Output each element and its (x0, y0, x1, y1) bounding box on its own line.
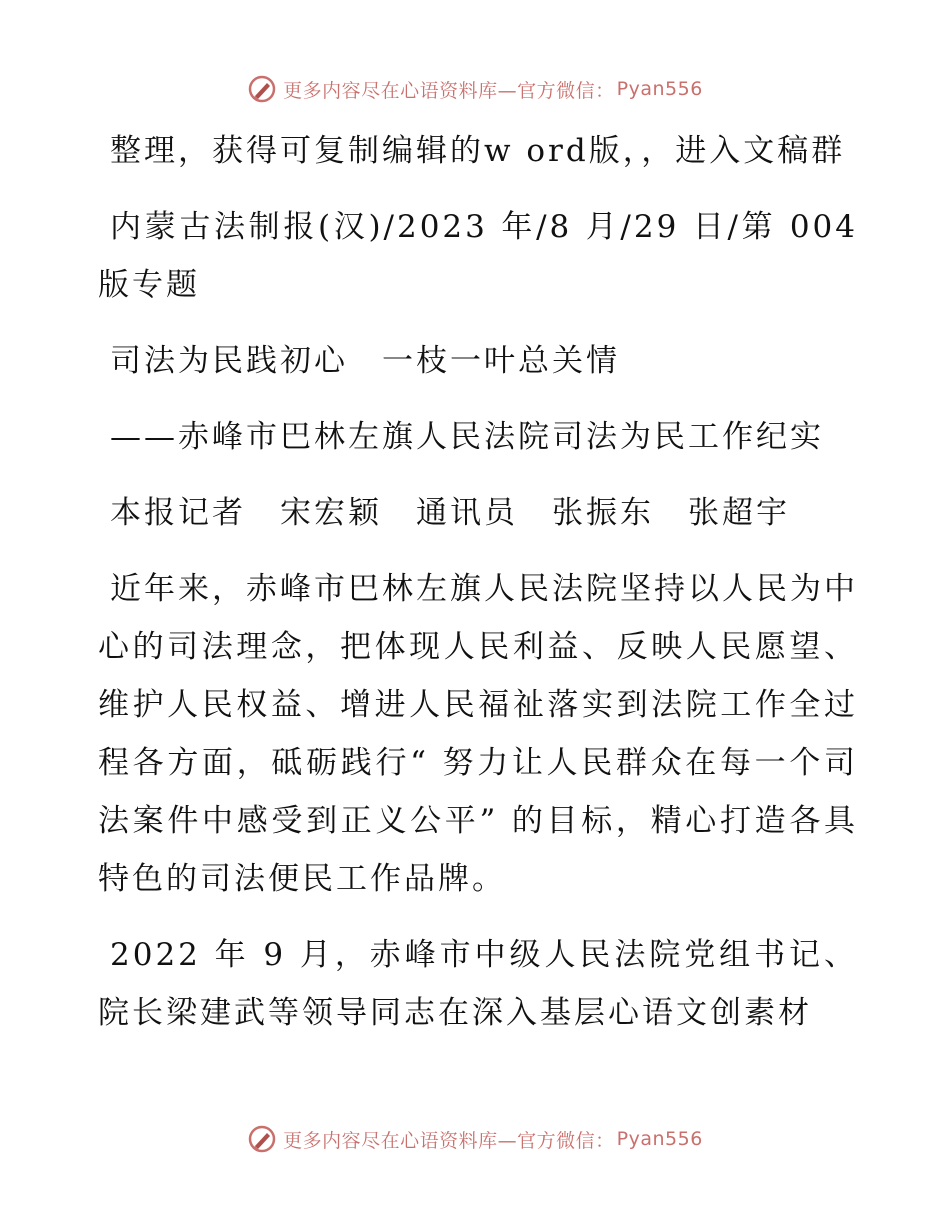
paragraph-body-2: 2022 年 9 月，赤峰市中级人民法院党组书记、院长梁建武等领导同志在深入基层心语文创素材 (98, 937, 858, 1031)
watermark-wechat-id: Pyan556 (616, 78, 703, 100)
article-byline: 本报记者 宋宏颖 通讯员 张振东 张超宇 (110, 495, 790, 531)
article-subtitle: ——赤峰市巴林左旗人民法院司法为民工作纪实 (110, 419, 824, 455)
document-body (98, 122, 858, 1042)
article-title: 司法为民践初心 一枝一叶总关情 (110, 343, 620, 379)
pen-circle-icon (247, 74, 277, 104)
watermark-wechat-id: Pyan556 (616, 1128, 703, 1150)
watermark-text: 更多内容尽在心语资料库—官方微信： (283, 1129, 615, 1152)
pen-circle-icon (247, 1124, 277, 1154)
watermark-footer (0, 1124, 950, 1154)
paragraph-source: 内蒙古法制报(汉)/2023 年/8 月/29 日/第 004 版专题 (98, 209, 858, 303)
watermark-header (0, 74, 950, 104)
paragraph-body-1: 近年来，赤峰市巴林左旗人民法院坚持以人民为中心的司法理念，把体现人民利益、反映人民愿望、维护人民权益、增进人民福祉落实到法院工作全过程各方面，砥砺践行“ 努力让人民群众在每一个司法案件中感受到正义公平” 的目标，精心打造各具特色的司法便民工作品牌。 (98, 571, 858, 897)
watermark-text: 更多内容尽在心语资料库—官方微信： (283, 79, 615, 102)
paragraph-intro: 整理，获得可复制编辑的w ord版，，进入文稿群 (110, 133, 846, 169)
